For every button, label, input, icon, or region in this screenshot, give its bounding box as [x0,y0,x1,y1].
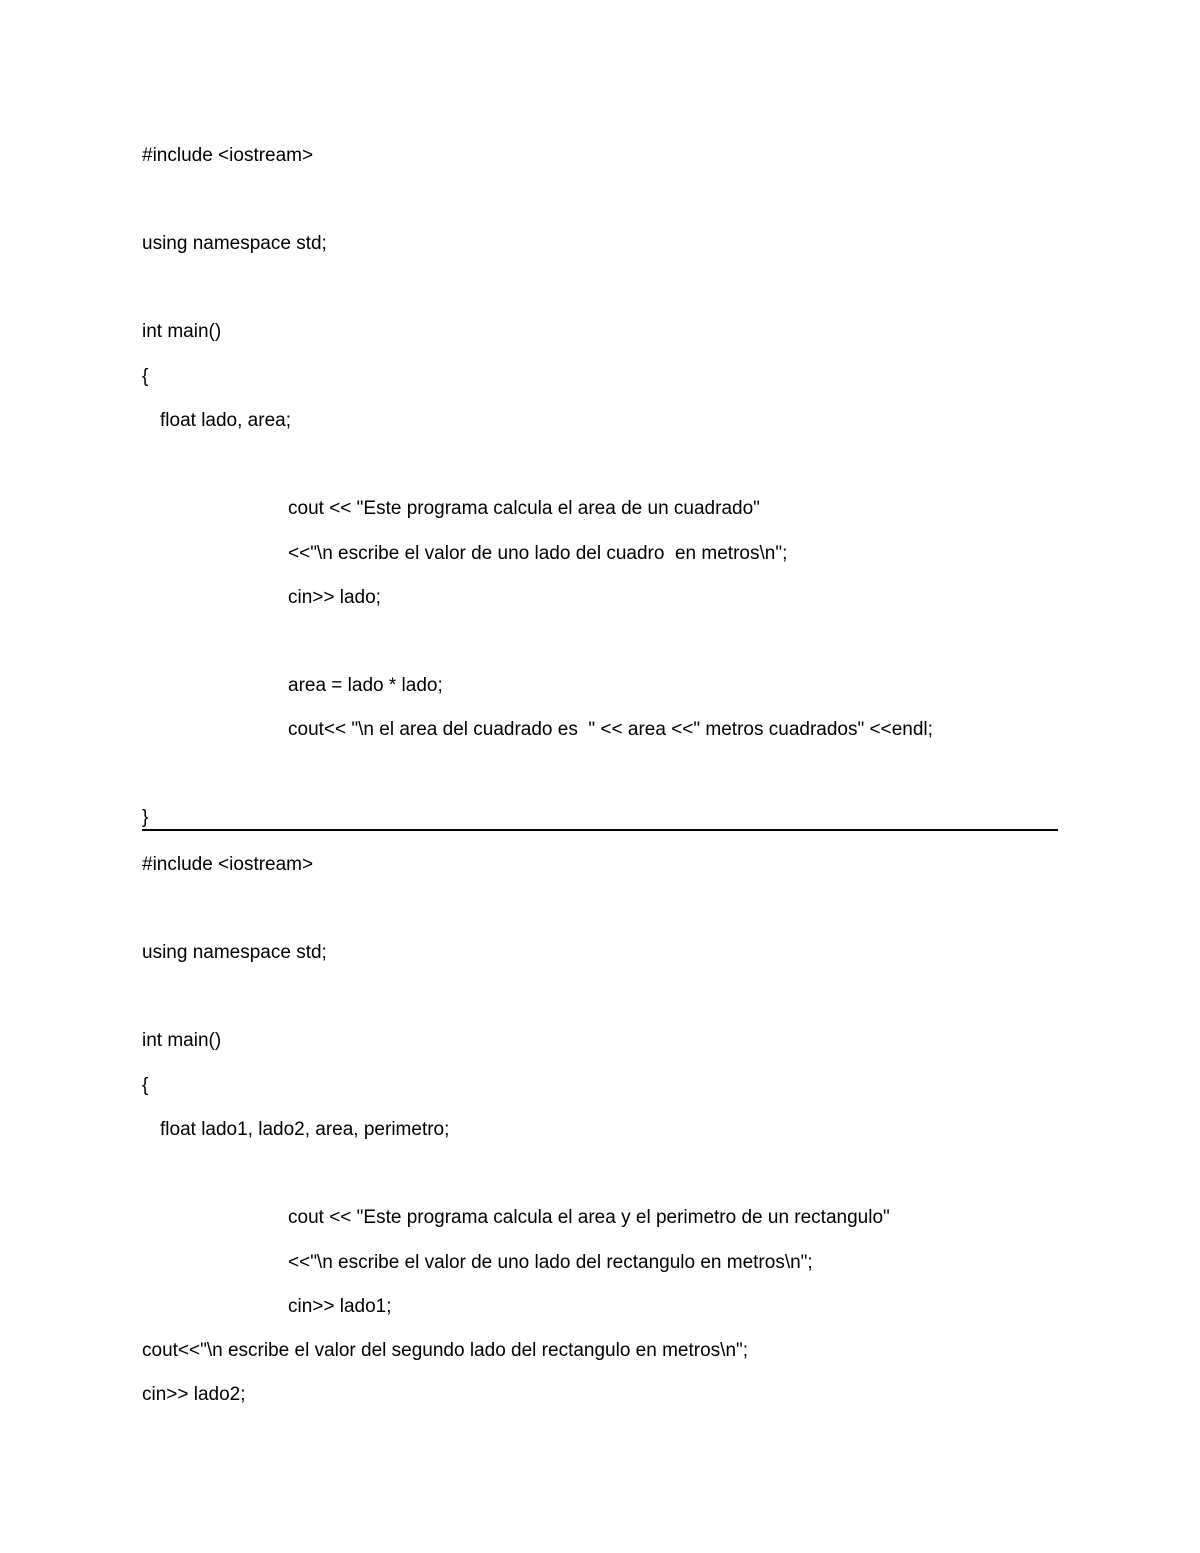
code-line-declaration: float lado, area; [160,410,291,431]
code-line-include: #include <iostream> [142,145,314,166]
code-line-cout-second-side: cout<<"\n escribe el valor del segundo lado del rectangulo en metros\n"; [142,1340,749,1361]
code-line-main: int main() [142,321,222,342]
code-line-using: using namespace std; [142,233,327,254]
code-line-cout: cout << "Este programa calcula el area de un cuadrado" [288,498,760,519]
code-line-cin: cin>> lado; [288,587,381,608]
code-line-close-brace: } [142,807,149,828]
code-line-cout-continuation: <<"\n escribe el valor de uno lado del rectangulo en metros\n"; [288,1252,813,1273]
code-line-cout: cout << "Este programa calcula el area y el perimetro de un rectangulo" [288,1207,890,1228]
code-line-include: #include <iostream> [142,854,314,875]
code-line-declaration: float lado1, lado2, area, perimetro; [160,1119,450,1140]
code-line-calculation: area = lado * lado; [288,675,443,696]
code-line-cin: cin>> lado1; [288,1296,392,1317]
code-line-cout-result: cout<< "\n el area del cuadrado es " << area <<" metros cuadrados" <<endl; [288,719,933,740]
code-line-main: int main() [142,1030,222,1051]
code-line-using: using namespace std; [142,942,327,963]
code-line-cout-continuation: <<"\n escribe el valor de uno lado del cuadro en metros\n"; [288,543,788,564]
code-line-open-brace: { [142,366,149,387]
code-line-cin-second-side: cin>> lado2; [142,1384,246,1405]
code-line-open-brace: { [142,1075,149,1096]
separator-rule [142,829,1058,831]
